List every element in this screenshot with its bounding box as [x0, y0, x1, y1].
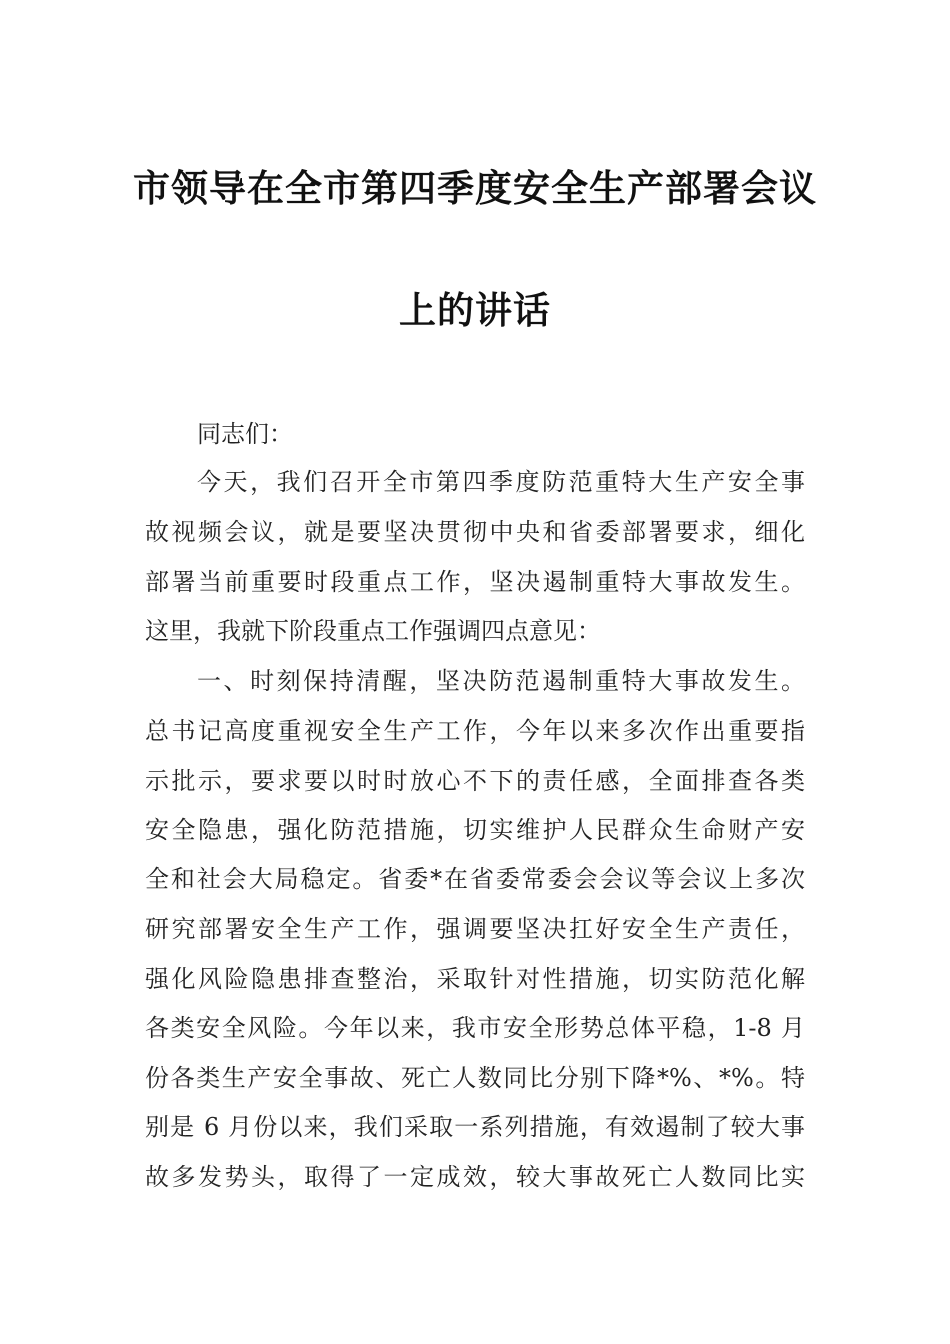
paragraph-line: 总书记高度重视安全生产工作，今年以来多次作出重要指 — [145, 717, 805, 745]
paragraph-line: 故多发势头，取得了一定成效，较大事故死亡人数同比实 — [145, 1163, 805, 1191]
paragraph-line: 研究部署安全生产工作，强调要坚决扛好安全生产责任， — [145, 915, 805, 943]
paragraph-line: 别是 6 月份以来，我们采取一系列措施，有效遏制了较大事 — [145, 1113, 805, 1141]
paragraph-line: 部署当前重要时段重点工作，坚决遏制重特大事故发生。 — [145, 568, 805, 596]
paragraph-line: 各类安全风险。今年以来，我市安全形势总体平稳，1-8 月 — [145, 1014, 805, 1042]
paragraph-line: 示批示，要求要以时时放心不下的责任感，全面排查各类 — [145, 767, 805, 795]
paragraph-line: 强化风险隐患排查整治，采取针对性措施，切实防范化解 — [145, 965, 805, 993]
paragraph-line: 故视频会议，就是要坚决贯彻中央和省委部署要求，细化 — [145, 518, 805, 546]
document-title-line-2: 上的讲话 — [399, 289, 551, 332]
salutation: 同志们： — [197, 420, 293, 448]
document-title-line-1: 市领导在全市第四季度安全生产部署会议 — [133, 167, 817, 210]
section-heading-line: 一、时刻保持清醒，坚决防范遏制重特大事故发生。 — [197, 667, 805, 695]
paragraph-line: 安全隐患，强化防范措施，切实维护人民群众生命财产安 — [145, 816, 805, 844]
paragraph-line: 这里，我就下阶段重点工作强调四点意见： — [145, 617, 601, 645]
paragraph-line: 份各类生产安全事故、死亡人数同比分别下降*%、*%。特 — [145, 1064, 805, 1092]
paragraph-line: 全和社会大局稳定。省委*在省委常委会会议等会议上多次 — [145, 865, 805, 893]
paragraph-line: 今天，我们召开全市第四季度防范重特大生产安全事 — [197, 468, 805, 496]
